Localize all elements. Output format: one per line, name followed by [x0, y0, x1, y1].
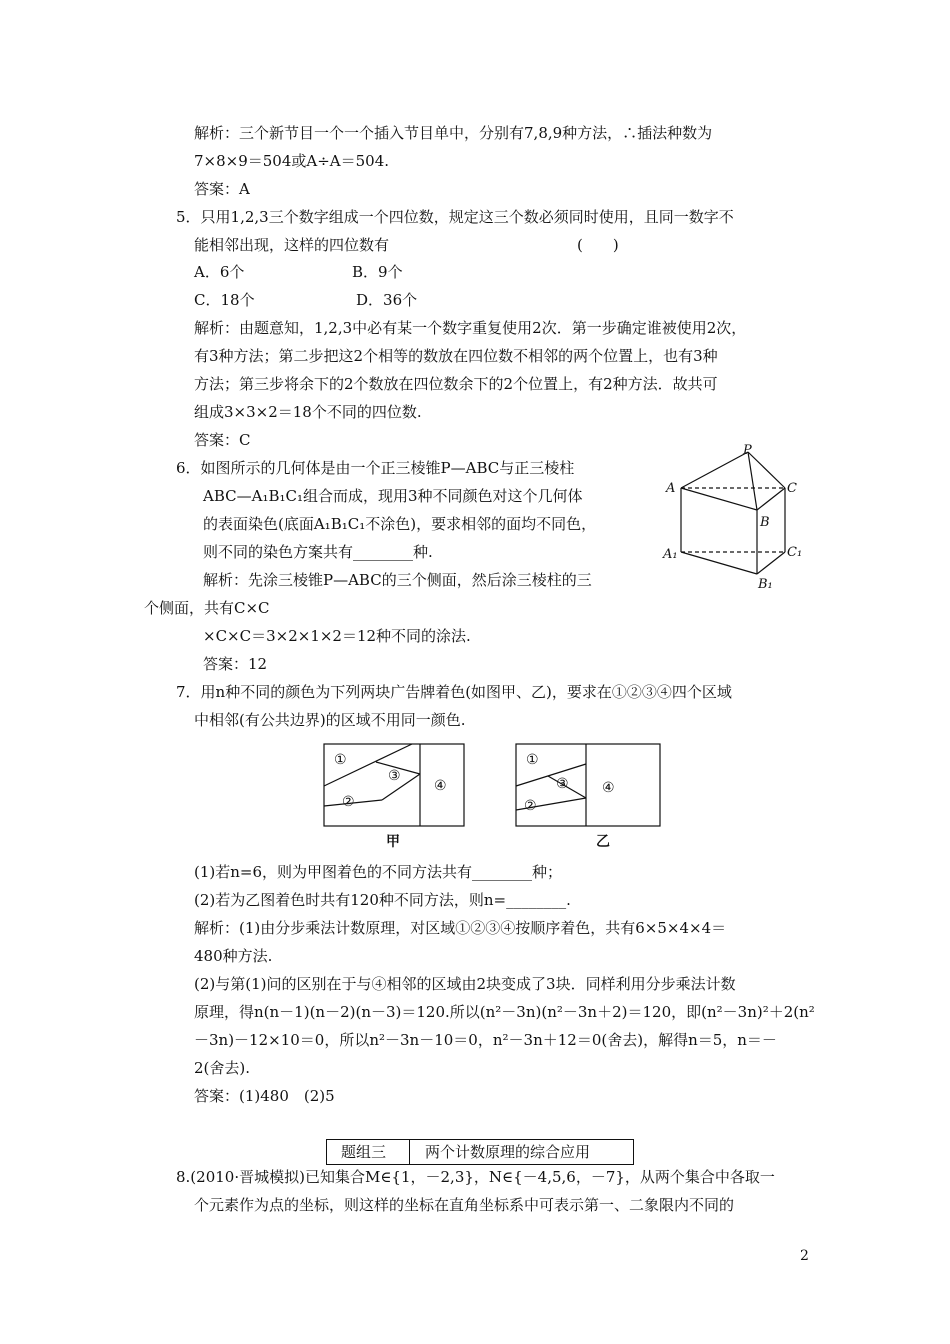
- question-6: 6．如图所示的几何体是由一个正三棱锥P—ABC与正三棱柱: [176, 459, 575, 477]
- section-header: [326, 1139, 634, 1165]
- line: (2)与第(1)问的区别在于与④相邻的区域由2块变成了3块．同样利用分步乘法计数: [194, 975, 736, 993]
- line: 2(舍去).: [194, 1059, 251, 1077]
- answer-line: 答案：A: [194, 180, 250, 198]
- line: (1)若n=6，则为甲图着色的不同方法共有________种；: [194, 863, 563, 881]
- option-d: D．36个: [356, 291, 418, 309]
- line: 解析：三个新节目一个一个插入节目单中，分别有7,8,9种方法，∴插法种数为: [194, 124, 713, 142]
- label-a: A: [666, 481, 676, 496]
- answer-line: 答案：12: [203, 655, 268, 673]
- line: 解析：(1)由分步乘法计数原理，对区域①②③④按顺序着色，共有6×5×4×4＝: [194, 919, 727, 937]
- line: 有3种方法；第二步把这2个相等的数放在四位数不相邻的两个位置上，也有3种: [194, 347, 718, 365]
- board-jia-figure: [322, 742, 467, 852]
- label-c: C: [787, 481, 797, 496]
- region-3: ③: [388, 768, 401, 784]
- line: 中相邻(有公共边界)的区域不用同一颜色.: [194, 711, 466, 729]
- region-3: ③: [556, 776, 569, 792]
- label-c1: C₁: [787, 545, 803, 560]
- answer-line: 答案：C: [194, 431, 251, 449]
- caption-yi: 乙: [596, 834, 610, 850]
- line: 解析：由题意知，1,2,3中必有某一个数字重复使用2次．第一步确定谁被使用2次，: [194, 319, 747, 337]
- section-title: 两个计数原理的综合应用: [425, 1143, 591, 1161]
- line: ABC—A₁B₁C₁组合而成，现用3种不同颜色对这个几何体: [203, 487, 583, 505]
- option-a: A．6个: [194, 263, 245, 281]
- line: 的表面染色(底面A₁B₁C₁不涂色)，要求相邻的面均不同色，: [203, 515, 597, 533]
- region-2: ②: [342, 794, 355, 810]
- option-c: C．18个: [194, 291, 255, 309]
- label-b: B: [760, 515, 770, 530]
- line: 480种方法.: [194, 947, 273, 965]
- line: 则不同的染色方案共有________种.: [203, 543, 433, 561]
- page-number: 2: [800, 1248, 809, 1264]
- region-2: ②: [524, 798, 537, 814]
- label-p: P: [743, 443, 752, 458]
- answer-line: 答案：(1)480 (2)5: [194, 1087, 335, 1105]
- line: 解析：先涂三棱锥P—ABC的三个侧面，然后涂三棱柱的三: [203, 571, 592, 589]
- line: 7×8×9＝504或A÷A＝504.: [194, 152, 390, 170]
- line: －3n)－12×10＝0，所以n²－3n－10＝0，n²－3n＋12＝0(舍去)，解得n＝5，n＝－: [194, 1031, 777, 1049]
- label-a1: A₁: [663, 547, 678, 562]
- section-divider: [409, 1140, 410, 1164]
- line: (2)若为乙图着色时共有120种不同方法，则n=________.: [194, 891, 571, 909]
- region-4: ④: [434, 778, 447, 794]
- line: ×C×C＝3×2×1×2＝12种不同的涂法.: [203, 627, 471, 645]
- question-5: 5．只用1,2,3三个数字组成一个四位数，规定这三个数必须同时使用，且同一数字不: [176, 208, 734, 226]
- region-1: ①: [526, 752, 539, 768]
- label-b1: B₁: [758, 577, 773, 590]
- section-group: 题组三: [341, 1143, 387, 1161]
- region-4: ④: [602, 780, 615, 796]
- answer-bracket: ( ): [577, 236, 619, 254]
- caption-jia: 甲: [386, 834, 400, 850]
- line: 组成3×3×2＝18个不同的四位数.: [194, 403, 422, 421]
- line: 能相邻出现，这样的四位数有: [194, 236, 390, 254]
- board-yi-figure: [514, 742, 664, 852]
- geometry-figure: [660, 440, 810, 590]
- option-b: B．9个: [352, 263, 403, 281]
- line: 个侧面，共有C×C: [144, 599, 270, 617]
- line: 原理，得n(n－1)(n－2)(n－3)＝120.所以(n²－3n)(n²－3n＋2)＝120，即(n²－3n)²＋2(n²: [194, 1003, 815, 1021]
- line: 方法；第三步将余下的2个数放在四位数余下的2个位置上，有2种方法．故共可: [194, 375, 718, 393]
- line: 个元素作为点的坐标，则这样的坐标在直角坐标系中可表示第一、二象限内不同的: [194, 1196, 735, 1214]
- question-7: 7．用n种不同的颜色为下列两块广告牌着色(如图甲、乙)，要求在①②③④四个区域: [176, 683, 732, 701]
- question-8: 8.(2010·晋城模拟)已知集合M∈{1，－2,3}，N∈{－4,5,6，－7}，从两个集合中各取一: [176, 1168, 775, 1186]
- region-1: ①: [334, 752, 347, 768]
